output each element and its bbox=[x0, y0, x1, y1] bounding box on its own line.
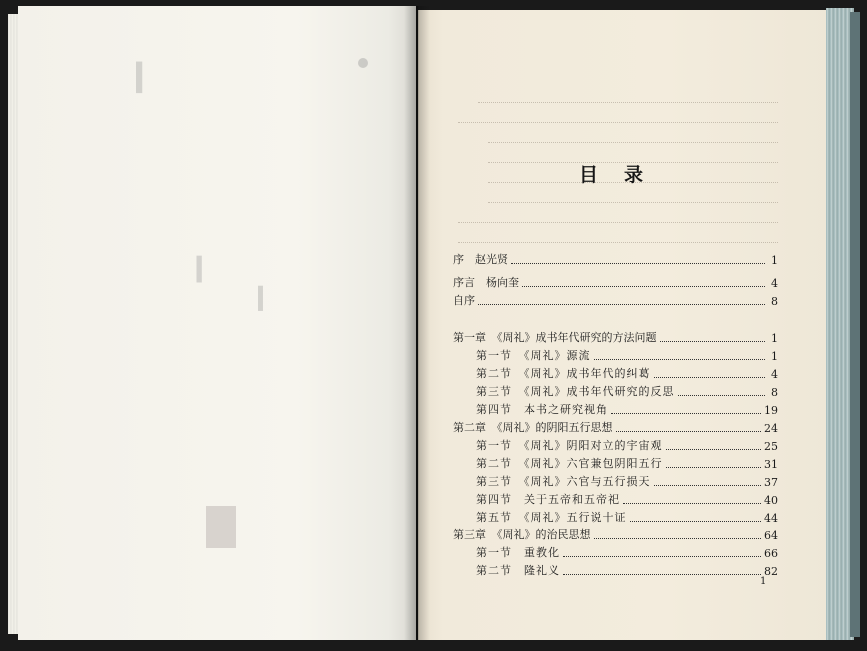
left-page bbox=[18, 6, 416, 640]
toc-entry-label: 第一节 《周礼》源流 bbox=[476, 349, 591, 362]
dot-leader bbox=[616, 431, 762, 432]
toc-entry-label: 自序 bbox=[453, 294, 475, 307]
toc-entry-page: 8 bbox=[771, 386, 778, 399]
right-page bbox=[418, 10, 830, 640]
toc-entry-label: 第二章 《周礼》的阴阳五行思想 bbox=[453, 421, 613, 434]
dot-leader bbox=[660, 341, 766, 342]
dot-leader bbox=[563, 574, 761, 575]
dot-leader bbox=[478, 304, 765, 305]
toc-entry-page: 4 bbox=[771, 368, 778, 381]
toc-entry-label: 第四节 关于五帝和五帝祀 bbox=[476, 493, 620, 506]
toc-entry-page: 64 bbox=[764, 529, 778, 542]
toc-entry-page: 66 bbox=[764, 547, 778, 560]
toc-entry-label: 第三节 《周礼》六官与五行损天 bbox=[476, 475, 651, 488]
toc-entry-label: 第二节 《周礼》六官兼包阴阳五行 bbox=[476, 457, 663, 470]
book-gutter bbox=[404, 6, 430, 640]
dot-leader bbox=[678, 395, 766, 396]
toc-entry-page: 4 bbox=[771, 277, 778, 290]
bleed-through-dot bbox=[358, 58, 368, 68]
dot-leader bbox=[654, 485, 762, 486]
toc-entry-page: 1 bbox=[771, 350, 778, 363]
toc-entry-label: 第二节 隆礼义 bbox=[476, 564, 560, 577]
toc-entry-label: 第二节 《周礼》成书年代的纠葛 bbox=[476, 367, 651, 380]
toc-entry-page: 40 bbox=[764, 494, 778, 507]
toc-section-entry bbox=[476, 367, 778, 381]
toc-entry-page: 25 bbox=[764, 440, 778, 453]
toc-front-entry bbox=[453, 276, 778, 290]
dot-leader bbox=[594, 538, 762, 539]
toc-heading: 目录 bbox=[578, 164, 669, 186]
toc-entry-label: 第一节 重教化 bbox=[476, 546, 560, 559]
toc-section-entry bbox=[476, 475, 778, 489]
toc-entry-label: 第三章 《周礼》的治民思想 bbox=[453, 528, 591, 541]
dot-leader bbox=[563, 556, 761, 557]
toc-front-entry bbox=[453, 253, 778, 267]
toc-entry-page: 37 bbox=[764, 476, 778, 489]
toc-section-entry bbox=[476, 385, 778, 399]
toc-entry-page: 31 bbox=[764, 458, 778, 471]
toc-section-entry bbox=[476, 564, 778, 578]
bleed-through-marks: ▁ bbox=[196, 256, 236, 293]
toc-entry-label: 第一章 《周礼》成书年代研究的方法问题 bbox=[453, 331, 657, 344]
dot-leader bbox=[594, 359, 766, 360]
toc-entry-label: 第四节 本书之研究视角 bbox=[476, 403, 608, 416]
toc-entry-label: 第一节 《周礼》阴阳对立的宇宙观 bbox=[476, 439, 663, 452]
dot-leader bbox=[666, 449, 762, 450]
dot-leader bbox=[666, 467, 762, 468]
dot-leader bbox=[522, 286, 765, 287]
dot-leader bbox=[654, 377, 766, 378]
toc-section-entry bbox=[476, 546, 778, 560]
toc-entry-label: 序 赵光贤 bbox=[453, 253, 508, 266]
toc-entry-page: 44 bbox=[764, 512, 778, 525]
toc-entry-label: 第三节 《周礼》成书年代研究的反思 bbox=[476, 385, 675, 398]
dot-leader bbox=[623, 503, 761, 504]
toc-entry-page: 1 bbox=[771, 254, 778, 267]
book-cover-edge bbox=[850, 12, 860, 637]
toc-section-entry bbox=[476, 511, 778, 525]
toc-section-entry bbox=[476, 493, 778, 507]
toc-entry-page: 19 bbox=[764, 404, 778, 417]
toc-entry-page: 24 bbox=[764, 422, 778, 435]
dot-leader bbox=[630, 521, 762, 522]
toc-entry-label: 序言 杨向奎 bbox=[453, 276, 519, 289]
toc-list bbox=[418, 10, 830, 640]
dot-leader bbox=[511, 263, 765, 264]
dot-leader bbox=[611, 413, 761, 414]
toc-section-entry bbox=[476, 457, 778, 471]
toc-section-entry bbox=[476, 403, 778, 417]
bleed-through-marks: ▁ bbox=[136, 62, 182, 103]
toc-entry-page: 8 bbox=[771, 295, 778, 308]
toc-chapter-entry bbox=[453, 528, 778, 542]
toc-section-entry bbox=[476, 349, 778, 363]
page-number: 1 bbox=[760, 576, 767, 587]
toc-chapter-entry bbox=[453, 421, 778, 435]
bleed-through-marks: ▁ bbox=[258, 286, 296, 321]
toc-entry-page: 1 bbox=[771, 332, 778, 345]
toc-chapter-entry bbox=[453, 331, 778, 345]
bleed-through-seal bbox=[206, 506, 236, 548]
toc-front-entry bbox=[453, 294, 778, 308]
toc-entry-page: 82 bbox=[764, 565, 778, 578]
toc-entry-label: 第五节 《周礼》五行说十证 bbox=[476, 511, 627, 524]
toc-section-entry bbox=[476, 439, 778, 453]
